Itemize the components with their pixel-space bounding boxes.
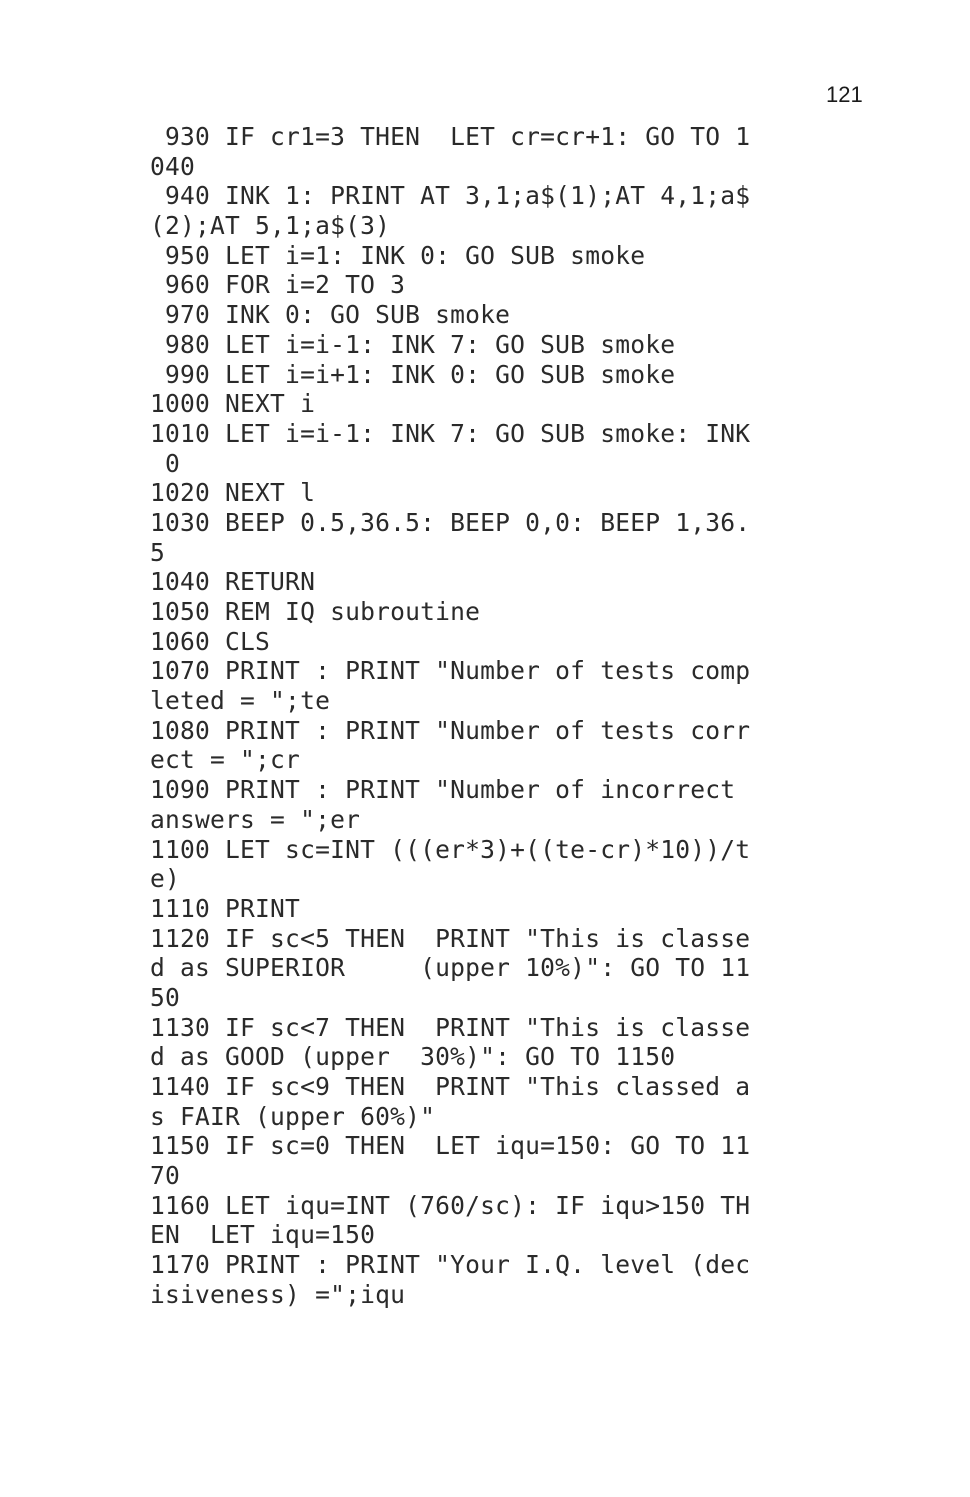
code-line: 970 INK 0: GO SUB smoke: [150, 300, 511, 330]
code-line: 940 INK 1: PRINT AT 3,1;a$(1);AT 4,1;a$: [150, 181, 751, 211]
code-line: d as GOOD (upper 30%)": GO TO 1150: [150, 1042, 676, 1072]
page-number: 121: [826, 82, 863, 107]
code-line: 1040 RETURN: [150, 567, 316, 597]
code-line: 040: [150, 151, 196, 181]
code-line: d as SUPERIOR (upper 10%)": GO TO 11: [150, 953, 751, 983]
code-line: 1000 NEXT i: [150, 389, 316, 419]
code-line: 70: [150, 1161, 181, 1191]
code-line: 930 IF cr1=3 THEN LET cr=cr+1: GO TO 1: [150, 122, 751, 151]
code-line: 1090 PRINT : PRINT "Number of incorrect: [150, 775, 736, 805]
code-line: 1130 IF sc<7 THEN PRINT "This is classe: [150, 1012, 751, 1042]
code-line: 1100 LET sc=INT (((er*3)+((te-cr)*10))/t: [150, 834, 751, 864]
code-line: s FAIR (upper 60%)": [150, 1101, 436, 1131]
code-line: 1070 PRINT : PRINT "Number of tests comp: [150, 656, 751, 686]
code-line: 1170 PRINT : PRINT "Your I.Q. level (dec: [150, 1250, 751, 1280]
code-line: 960 FOR i=2 TO 3: [150, 270, 406, 300]
code-line: 1120 IF sc<5 THEN PRINT "This is classe: [150, 923, 751, 953]
code-line: 1160 LET iqu=INT (760/sc): IF iqu>150 TH: [150, 1190, 751, 1220]
code-line: 1050 REM IQ subroutine: [150, 597, 481, 626]
code-line: 1060 CLS: [150, 626, 271, 656]
code-line: 5: [150, 537, 166, 567]
code-line: EN LET iqu=150: [150, 1220, 376, 1250]
code-line: 990 LET i=i+1: INK 0: GO SUB smoke: [150, 359, 676, 389]
code-line: isiveness) =";iqu: [150, 1279, 406, 1309]
code-line: 1020 NEXT l: [150, 478, 316, 508]
code-line: answers = ";er: [150, 804, 361, 834]
code-line: 980 LET i=i-1: INK 7: GO SUB smoke: [150, 329, 676, 359]
code-line: 1140 IF sc<9 THEN PRINT "This classed a: [150, 1072, 751, 1101]
code-line: 1110 PRINT: [150, 893, 301, 923]
code-line: (2);AT 5,1;a$(3): [150, 211, 391, 241]
code-line: 1010 LET i=i-1: INK 7: GO SUB smoke: INK: [150, 418, 751, 448]
code-line: ect = ";cr: [150, 745, 301, 775]
code-line: 1150 IF sc=0 THEN LET iqu=150: GO TO 11: [150, 1131, 751, 1161]
program-listing: [150, 122, 910, 1310]
code-line: leted = ";te: [150, 686, 331, 716]
code-line: 50: [150, 982, 181, 1012]
code-line: 1080 PRINT : PRINT "Number of tests corr: [150, 715, 751, 745]
code-line: 1030 BEEP 0.5,36.5: BEEP 0,0: BEEP 1,36.: [150, 507, 751, 537]
code-line: 0: [150, 448, 181, 478]
code-line: e): [150, 864, 181, 894]
code-line: 950 LET i=1: INK 0: GO SUB smoke: [150, 240, 646, 270]
